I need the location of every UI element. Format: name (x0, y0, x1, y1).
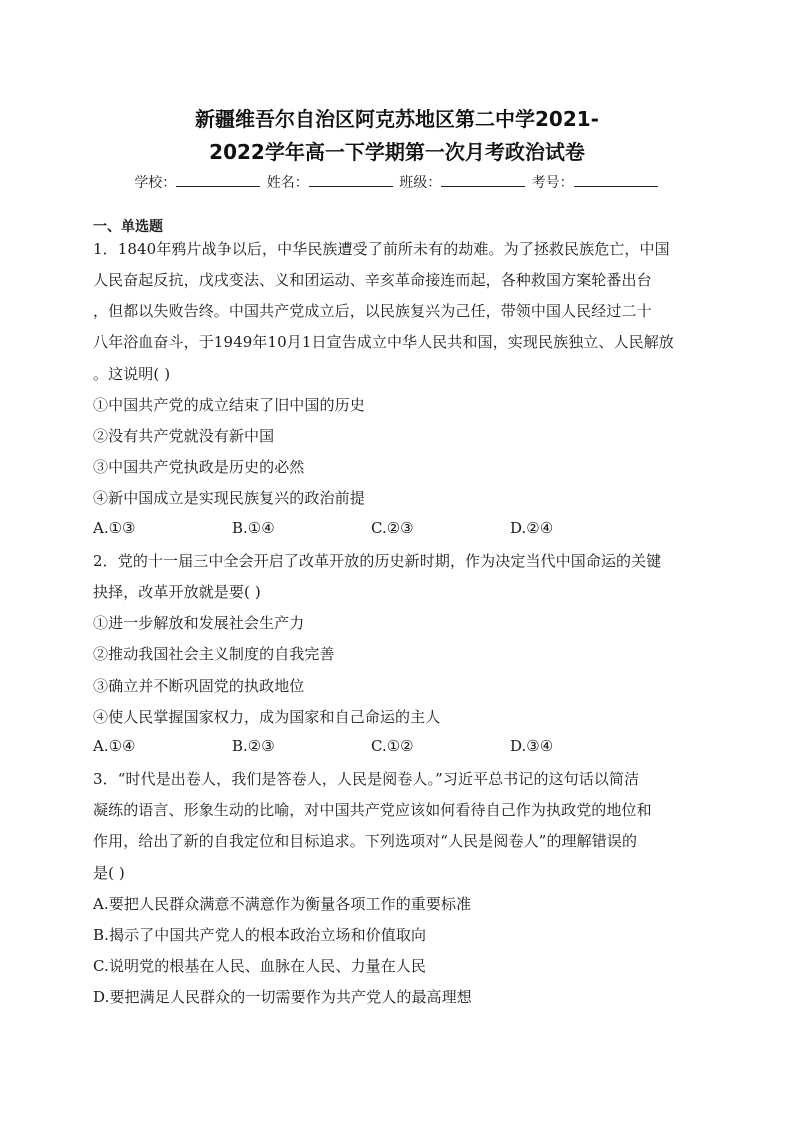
student-info-row (0, 172, 794, 192)
q1-option-c[interactable]: C.②③ (371, 519, 414, 537)
school-label: 学校： (134, 175, 177, 191)
q1-stem-line: 八年浴血奋斗，于1949年10月1日宣告成立中华人民共和国，实现民族独立、人民解放 (93, 333, 674, 351)
q1-stem-line: 1．1840年鸦片战争以后，中华民族遭受了前所未有的劫难。为了拯救民族危亡，中国 (93, 240, 670, 258)
q2-option-d[interactable]: D.③④ (510, 737, 554, 755)
q3-option-b[interactable]: B.揭示了中国共产党人的根本政治立场和价值取向 (93, 926, 427, 944)
q2-item: ①进一步解放和发展社会生产力 (93, 614, 305, 632)
q2-option-b[interactable]: B.②③ (232, 737, 275, 755)
exam-title-line-2: 2022学年高一下学期第一次月考政治试卷 (209, 140, 585, 164)
class-blank[interactable] (441, 173, 525, 187)
q3-stem-line: 是( ) (93, 864, 125, 882)
school-blank[interactable] (176, 173, 260, 187)
q2-stem-line: 2．党的十一届三中全会开启了改革开放的历史新时期，作为决定当代中国命运的关键 (93, 552, 662, 570)
exam-title-line-1: 新疆维吾尔自治区阿克苏地区第二中学2021- (195, 107, 599, 131)
q1-item: ②没有共产党就没有新中国 (93, 427, 275, 445)
q2-item: ②推动我国社会主义制度的自我完善 (93, 645, 335, 663)
q1-item: ④新中国成立是实现民族复兴的政治前提 (93, 489, 365, 507)
q1-item: ③中国共产党执政是历史的必然 (93, 458, 305, 476)
number-label: 考号： (531, 175, 574, 191)
q1-item: ①中国共产党的成立结束了旧中国的历史 (93, 396, 365, 414)
q3-option-a[interactable]: A.要把人民群众满意不满意作为衡量各项工作的重要标准 (93, 895, 472, 913)
q1-stem-line: ，但都以失败告终。中国共产党成立后，以民族复兴为己任，带领中国人民经过二十 (93, 302, 652, 320)
number-blank[interactable] (574, 173, 658, 187)
q1-stem-line: 人民奋起反抗，戊戌变法、义和团运动、辛亥革命接连而起，各种救国方案轮番出台 (93, 271, 652, 289)
q1-option-d[interactable]: D.②④ (510, 519, 554, 537)
q3-option-c[interactable]: C.说明党的根基在人民、血脉在人民、力量在人民 (93, 957, 427, 975)
q1-stem-line: 。这说明( ) (93, 365, 171, 383)
q3-stem-line: 3．“时代是出卷人，我们是答卷人，人民是阅卷人。”习近平总书记的这句话以简洁 (93, 770, 640, 788)
section-heading: 一、单选题 (93, 219, 163, 235)
class-label: 班级： (399, 175, 442, 191)
q1-option-b[interactable]: B.①④ (232, 519, 275, 537)
name-label: 姓名： (266, 175, 309, 191)
q2-option-c[interactable]: C.①② (371, 737, 414, 755)
name-blank[interactable] (309, 173, 393, 187)
q2-item: ③确立并不断巩固党的执政地位 (93, 677, 305, 695)
q2-option-a[interactable]: A.①④ (93, 737, 136, 755)
q2-stem-line: 抉择，改革开放就是要( ) (93, 583, 261, 601)
q1-option-a[interactable]: A.①③ (93, 519, 136, 537)
q2-item: ④使人民掌握国家权力，成为国家和自己命运的主人 (93, 708, 441, 726)
q3-stem-line: 作用，给出了新的自我定位和目标追求。下列选项对“人民是阅卷人”的理解错误的 (93, 832, 638, 850)
q3-option-d[interactable]: D.要把满足人民群众的一切需要作为共产党人的最高理想 (93, 988, 472, 1006)
q3-stem-line: 凝练的语言、形象生动的比喻，对中国共产党应该如何看待自己作为执政党的地位和 (93, 801, 652, 819)
